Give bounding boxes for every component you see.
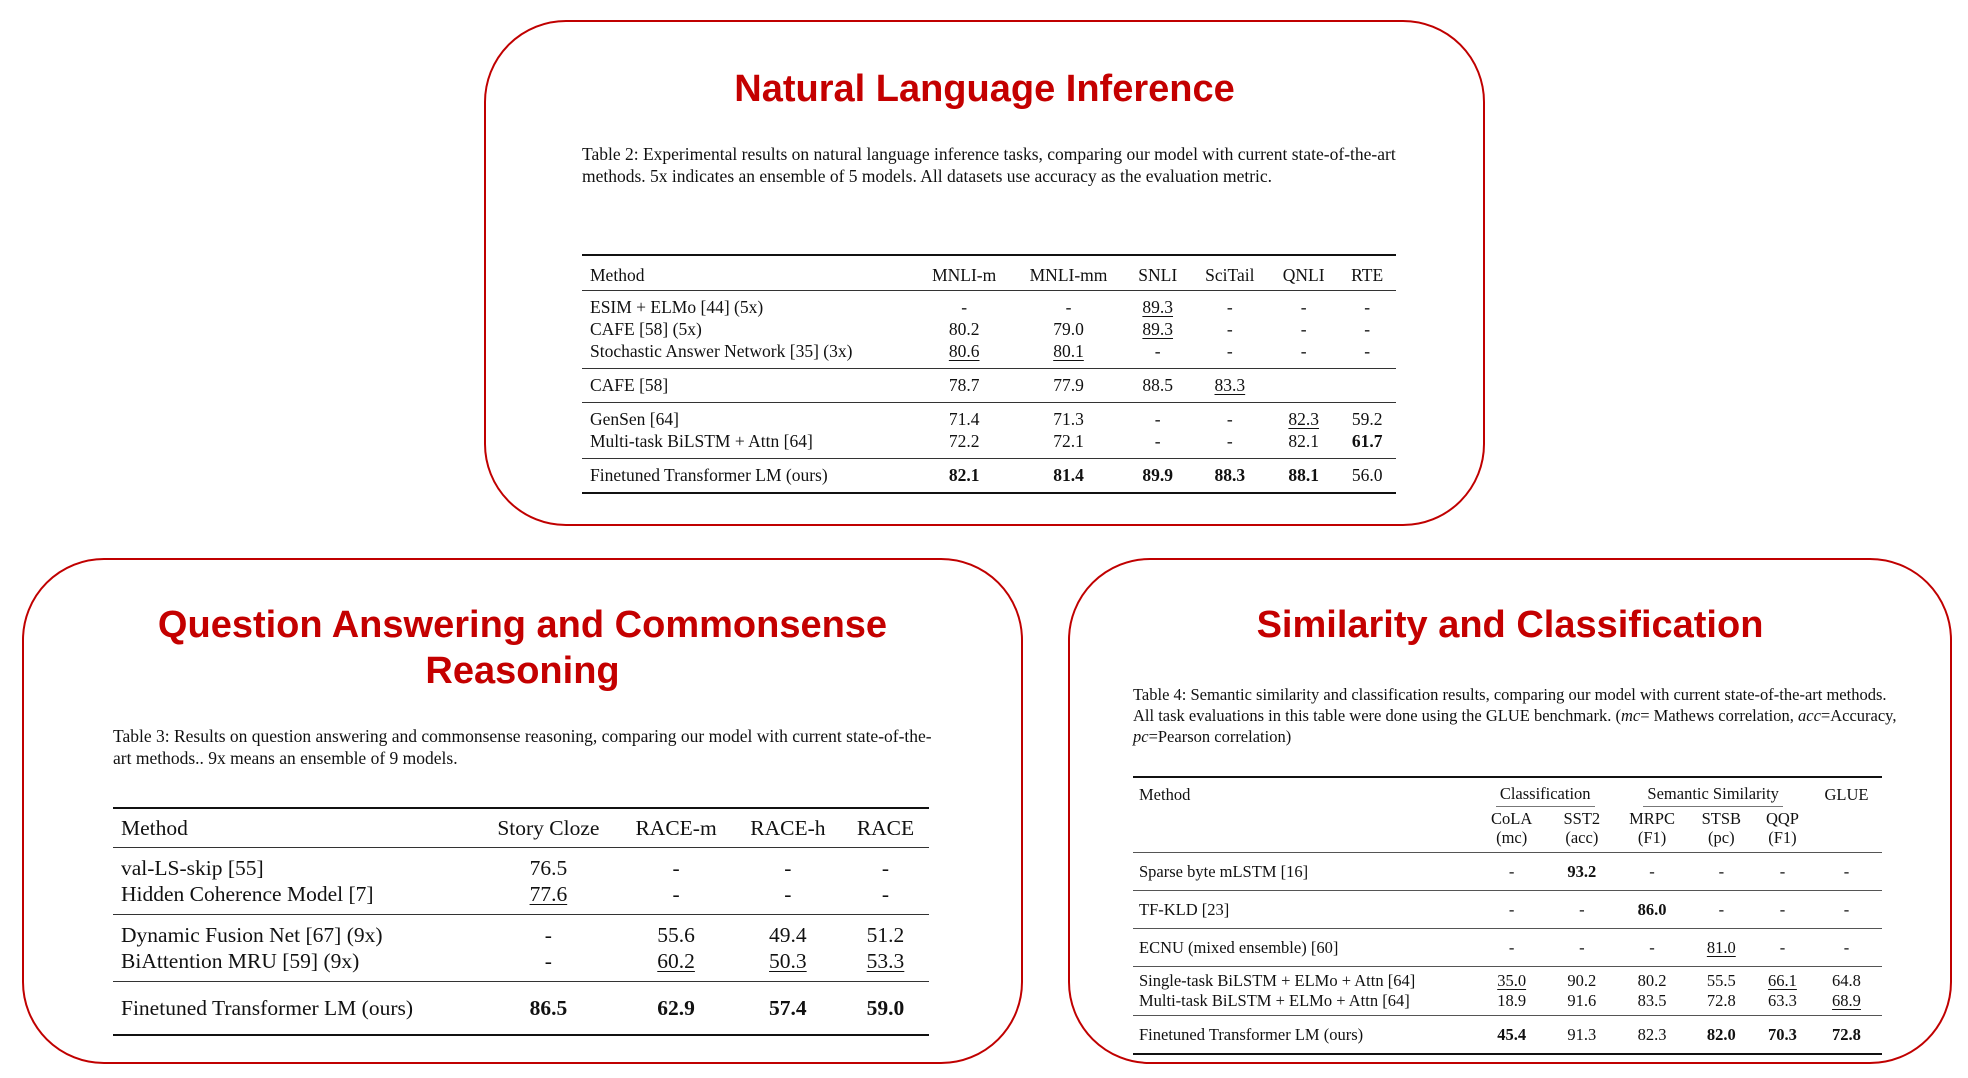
value-text: -: [881, 856, 890, 880]
value-cell: [842, 881, 929, 915]
table-subheader-metric-row: [1133, 828, 1882, 853]
similarity-panel-title: Similarity and Classification: [1256, 604, 1764, 646]
caption-text: =Pearson correlation): [1148, 727, 1292, 746]
value-text: -: [1226, 409, 1233, 429]
value-text: -: [1718, 861, 1725, 881]
value-cell: [478, 948, 618, 982]
caption-text: =Accuracy,: [1820, 706, 1897, 725]
column-header-method: Method: [1133, 777, 1475, 809]
column-header: RACE-h: [734, 808, 842, 848]
value-text: 62.9: [657, 996, 695, 1020]
value-cell: [916, 369, 1012, 403]
value-cell: [1125, 340, 1191, 369]
group-header-classification: [1475, 777, 1615, 809]
value-text: -: [1364, 341, 1371, 361]
value-cell: [478, 982, 618, 1036]
table-header-row: [113, 808, 929, 848]
method-cell: BiAttention MRU [59] (9x): [121, 949, 360, 973]
value-cell: [1754, 891, 1811, 929]
value-cell: [916, 403, 1012, 431]
value-cell: [842, 848, 929, 882]
value-cell: [478, 915, 618, 949]
value-text: 63.3: [1768, 991, 1797, 1010]
value-cell: [1012, 403, 1125, 431]
value-text: 89.9: [1142, 465, 1174, 485]
method-cell: CAFE [58]: [582, 369, 916, 403]
value-text: -: [1226, 297, 1233, 317]
value-cell: [1012, 318, 1125, 340]
value-cell: [734, 915, 842, 949]
table-group-header-row: [1133, 777, 1882, 809]
value-text: -: [1508, 861, 1515, 881]
value-cell: [1811, 891, 1882, 929]
value-text: 66.1: [1768, 971, 1797, 990]
value-text: 18.9: [1497, 991, 1527, 1010]
value-text: 57.4: [769, 996, 807, 1020]
value-text: 68.9: [1832, 991, 1861, 1010]
table-row: [1133, 991, 1882, 1016]
value-text: 71.3: [1053, 409, 1084, 429]
value-cell: [1689, 1016, 1754, 1055]
value-cell: [1125, 291, 1191, 319]
value-cell: [1012, 340, 1125, 369]
value-text: 59.2: [1351, 409, 1383, 429]
value-text: 86.0: [1637, 899, 1667, 919]
value-cell: [916, 340, 1012, 369]
value-text: 72.1: [1053, 431, 1084, 451]
value-cell: [1475, 891, 1548, 929]
value-text: -: [1649, 937, 1655, 957]
table-row: [1133, 967, 1882, 992]
value-cell: [1191, 430, 1269, 459]
value-text: 82.3: [1288, 409, 1319, 429]
value-text: -: [1649, 861, 1655, 881]
value-text: -: [1154, 431, 1161, 451]
method-cell: Multi-task BiLSTM + ELMo + Attn [64]: [1139, 991, 1410, 1010]
qa-panel-title: Question Answering and Commonsense Reasoning: [157, 604, 888, 692]
table-row: [113, 848, 929, 882]
value-text: -: [1508, 937, 1515, 957]
column-header: MRPC: [1629, 809, 1675, 828]
value-cell: [1689, 991, 1754, 1016]
value-text: 80.2: [948, 319, 980, 339]
value-text: 89.3: [1142, 297, 1174, 317]
column-header: SST2: [1563, 809, 1601, 828]
value-cell: [1191, 291, 1269, 319]
value-text: 50.3: [769, 949, 807, 973]
method-cell: Single-task BiLSTM + ELMo + Attn [64]: [1133, 967, 1475, 992]
value-cell: [1615, 1016, 1688, 1055]
value-cell: [1191, 459, 1269, 494]
method-cell: ESIM + ELMo [44] (5x): [582, 291, 916, 319]
value-text: 81.0: [1706, 937, 1736, 957]
value-text: -: [1300, 319, 1307, 339]
value-text: 35.0: [1497, 971, 1527, 990]
value-cell: [618, 948, 733, 982]
method-cell: GenSen [64]: [582, 403, 916, 431]
value-text: 82.0: [1706, 1024, 1736, 1044]
value-text: 81.4: [1053, 465, 1084, 485]
value-cell: [1475, 1016, 1548, 1055]
column-header: SNLI: [1125, 255, 1191, 291]
value-cell: [1811, 991, 1882, 1016]
method-cell: val-LS-skip [55]: [113, 848, 478, 882]
value-cell: [1548, 967, 1615, 992]
value-cell: [916, 430, 1012, 459]
value-cell: [618, 915, 733, 949]
value-text: 59.0: [866, 996, 905, 1020]
value-text: -: [1843, 861, 1850, 881]
value-text: 56.0: [1351, 465, 1383, 485]
value-cell: [1754, 929, 1811, 967]
column-header: MNLI-mm: [1012, 255, 1125, 291]
value-text: 82.1: [948, 465, 980, 485]
table-row: [582, 340, 1396, 369]
group-header-glue: GLUE: [1811, 777, 1882, 809]
value-text: 91.6: [1567, 991, 1597, 1010]
value-cell: [842, 982, 929, 1036]
value-cell: [1689, 891, 1754, 929]
value-text: 71.4: [948, 409, 980, 429]
value-text: -: [1226, 431, 1233, 451]
value-text: -: [1579, 899, 1585, 919]
caption-text: Table 4: Semantic similarity and classification results, comparing our model with current state-of-the-art methods. All task evaluations in this table were done using the GLUE benchmark. (: [1133, 685, 1887, 725]
nli-table-body: [582, 291, 1396, 494]
value-text: 49.4: [769, 923, 807, 947]
column-header: STSB: [1701, 809, 1742, 828]
similarity-table-body: [1133, 853, 1882, 1055]
value-cell: [1689, 967, 1754, 992]
value-text: 61.7: [1351, 431, 1383, 451]
value-cell: [1548, 891, 1615, 929]
value-text: -: [881, 882, 890, 906]
value-cell: [1338, 430, 1396, 459]
value-text: 51.2: [866, 923, 905, 947]
value-cell: [916, 291, 1012, 319]
value-text: -: [1154, 409, 1161, 429]
table-row: [582, 291, 1396, 319]
value-text: 89.3: [1142, 319, 1174, 339]
value-cell: [1754, 1016, 1811, 1055]
value-text: -: [1364, 297, 1371, 317]
table-row: [582, 459, 1396, 494]
value-cell: [1615, 967, 1688, 992]
table-row: [1133, 929, 1882, 967]
value-cell: [618, 881, 733, 915]
table-row: [1133, 1016, 1882, 1055]
value-cell: [1754, 967, 1811, 992]
value-cell: [1125, 369, 1191, 403]
value-text: 88.5: [1142, 375, 1174, 395]
value-text: 70.3: [1768, 1024, 1797, 1044]
value-cell: [1548, 853, 1615, 891]
method-cell: CAFE [58] (5x): [590, 319, 702, 339]
value-text: 82.3: [1637, 1024, 1667, 1044]
value-text: -: [1226, 341, 1233, 361]
value-cell: [916, 459, 1012, 494]
value-cell: [1269, 459, 1338, 494]
method-cell: Multi-task BiLSTM + Attn [64]: [590, 431, 813, 451]
method-cell: Dynamic Fusion Net [67] (9x): [113, 915, 478, 949]
value-cell: [1548, 929, 1615, 967]
value-text: -: [1154, 341, 1161, 361]
column-header: QNLI: [1269, 255, 1338, 291]
value-text: 82.1: [1288, 431, 1319, 451]
group-label: Classification: [1496, 784, 1595, 807]
value-text: -: [672, 882, 680, 906]
caption-text: = Mathews correlation,: [1640, 706, 1799, 725]
value-text: 45.4: [1497, 1024, 1527, 1044]
value-text: -: [544, 923, 552, 947]
table-row: [113, 881, 929, 915]
group-header-semantic-similarity: [1615, 777, 1811, 809]
value-text: 77.9: [1053, 375, 1084, 395]
table-row: [113, 948, 929, 982]
method-cell: Finetuned Transformer LM (ours): [113, 982, 478, 1036]
value-cell: [1338, 291, 1396, 319]
table-row: [582, 369, 1396, 403]
value-text: 80.6: [948, 341, 980, 361]
table-header-row: [582, 255, 1396, 291]
column-header: Method: [113, 808, 478, 848]
value-text: 90.2: [1567, 971, 1597, 990]
column-header: MNLI-m: [916, 255, 1012, 291]
value-cell: [1548, 1016, 1615, 1055]
value-cell: [1012, 369, 1125, 403]
column-header: CoLA: [1491, 809, 1533, 828]
value-text: 72.8: [1706, 991, 1736, 1010]
value-cell: [1338, 340, 1396, 369]
value-text: 64.8: [1832, 971, 1861, 990]
value-text: 88.1: [1288, 465, 1319, 485]
method-cell: Hidden Coherence Model [7]: [121, 882, 374, 906]
nli-panel-title: Natural Language Inference: [734, 68, 1235, 110]
column-metric: (mc): [1496, 828, 1528, 847]
table-row: [113, 915, 929, 949]
value-text: 83.3: [1214, 375, 1246, 395]
value-cell: [734, 982, 842, 1036]
value-cell: [1615, 891, 1688, 929]
value-cell: [1269, 369, 1338, 403]
value-cell: [1012, 291, 1125, 319]
value-cell: [1191, 369, 1269, 403]
value-text: -: [1843, 899, 1850, 919]
column-header: RTE: [1338, 255, 1396, 291]
value-cell: [1125, 459, 1191, 494]
value-text: -: [672, 856, 680, 880]
method-cell: ECNU (mixed ensemble) [60]: [1133, 929, 1475, 967]
value-cell: [1125, 430, 1191, 459]
method-cell: Finetuned Transformer LM (ours): [1133, 1016, 1475, 1055]
value-text: 88.3: [1214, 465, 1246, 485]
column-header: RACE-m: [618, 808, 733, 848]
caption-abbrev-mc: mc: [1621, 706, 1641, 725]
qa-table-caption: Table 3: Results on question answering and commonsense reasoning, comparing our model with current state-of-the-art methods.. 9x means an ensemble of 9 models.: [113, 726, 932, 768]
table-subheader-row: [1133, 809, 1882, 828]
value-text: 78.7: [948, 375, 980, 395]
value-text: -: [1718, 899, 1725, 919]
qa-table-body: [113, 848, 929, 1036]
value-text: -: [1300, 341, 1307, 361]
value-cell: [1754, 853, 1811, 891]
value-cell: [618, 848, 733, 882]
value-cell: [1811, 1016, 1882, 1055]
column-metric: (F1): [1637, 828, 1667, 847]
value-text: -: [961, 297, 968, 317]
value-cell: [1689, 853, 1754, 891]
method-cell: Sparse byte mLSTM [16]: [1133, 853, 1475, 891]
method-cell: Finetuned Transformer LM (ours): [582, 459, 916, 494]
value-text: -: [1300, 297, 1307, 317]
column-metric: (F1): [1768, 828, 1797, 847]
method-cell: Stochastic Answer Network [35] (3x): [590, 341, 853, 361]
value-cell: [842, 915, 929, 949]
value-text: -: [1779, 899, 1786, 919]
value-cell: [1269, 291, 1338, 319]
group-label: Semantic Similarity: [1643, 784, 1783, 807]
column-metric: (acc): [1565, 828, 1599, 847]
value-text: 91.3: [1567, 1024, 1597, 1044]
value-cell: [1269, 403, 1338, 431]
table-row: [113, 982, 929, 1036]
value-cell: [1615, 853, 1688, 891]
value-cell: [1338, 369, 1396, 403]
column-header: QQP: [1765, 809, 1799, 828]
nli-table-caption: Table 2: Experimental results on natural language inference tasks, comparing our model with current state-of-the-art methods. 5x indicates an ensemble of 5 models. All datasets use accuracy as the evaluation metric.: [582, 144, 1396, 186]
value-cell: [1615, 991, 1688, 1016]
value-text: -: [1779, 861, 1786, 881]
value-cell: [1338, 459, 1396, 494]
value-cell: [1125, 403, 1191, 431]
value-cell: [1338, 403, 1396, 431]
value-cell: [618, 982, 733, 1036]
value-text: 79.0: [1053, 319, 1084, 339]
value-text: 76.5: [529, 856, 568, 880]
column-header: SciTail: [1191, 255, 1269, 291]
value-cell: [1475, 853, 1548, 891]
similarity-table-caption: [1133, 684, 1903, 747]
value-text: 93.2: [1567, 861, 1597, 881]
value-cell: [1012, 459, 1125, 494]
value-cell: [1012, 430, 1125, 459]
caption-abbrev-pc: pc: [1133, 727, 1149, 746]
value-text: -: [1843, 937, 1850, 957]
value-cell: [1548, 991, 1615, 1016]
value-cell: [1615, 929, 1688, 967]
caption-abbrev-acc: acc: [1798, 706, 1821, 725]
value-cell: [1191, 403, 1269, 431]
value-cell: [734, 881, 842, 915]
value-cell: [1269, 340, 1338, 369]
value-cell: [734, 848, 842, 882]
value-cell: [1191, 340, 1269, 369]
value-cell: [1754, 991, 1811, 1016]
value-cell: [478, 848, 618, 882]
column-header: Story Cloze: [478, 808, 618, 848]
value-text: 80.2: [1637, 971, 1667, 990]
value-cell: [1689, 929, 1754, 967]
column-header: RACE: [842, 808, 929, 848]
value-text: -: [784, 856, 792, 880]
value-text: -: [784, 882, 792, 906]
table-row: [1133, 853, 1882, 891]
value-cell: [1475, 967, 1548, 992]
value-text: -: [1364, 319, 1371, 339]
value-text: 55.5: [1706, 971, 1736, 990]
value-text: -: [1226, 319, 1233, 339]
value-cell: [1811, 967, 1882, 992]
value-text: 80.1: [1053, 341, 1084, 361]
value-cell: [1811, 929, 1882, 967]
value-cell: [1125, 318, 1191, 340]
value-text: 53.3: [866, 949, 905, 973]
value-text: -: [1579, 937, 1585, 957]
qa-results-table: [113, 807, 929, 1036]
value-cell: [916, 318, 1012, 340]
value-text: 83.5: [1637, 991, 1667, 1010]
table-row: [582, 403, 1396, 431]
value-text: 86.5: [529, 996, 568, 1020]
value-cell: [1475, 929, 1548, 967]
method-cell: TF-KLD [23]: [1133, 891, 1475, 929]
value-cell: [1269, 318, 1338, 340]
table-row: [1133, 891, 1882, 929]
nli-results-table: [582, 254, 1396, 494]
value-text: 55.6: [657, 923, 695, 947]
table-row: [582, 430, 1396, 459]
value-cell: [734, 948, 842, 982]
value-cell: [1811, 853, 1882, 891]
column-header: Method: [582, 255, 916, 291]
value-text: -: [1065, 297, 1072, 317]
value-cell: [842, 948, 929, 982]
value-text: 72.2: [948, 431, 980, 451]
value-text: 60.2: [657, 949, 695, 973]
value-cell: [478, 881, 618, 915]
value-text: 77.6: [529, 882, 568, 906]
value-text: 72.8: [1832, 1024, 1861, 1044]
value-cell: [1338, 318, 1396, 340]
value-text: -: [1779, 937, 1786, 957]
value-text: -: [1508, 899, 1515, 919]
table-row: [582, 318, 1396, 340]
value-cell: [1269, 430, 1338, 459]
similarity-results-table: [1133, 776, 1882, 1055]
column-metric: (pc): [1708, 828, 1735, 847]
value-text: -: [544, 949, 552, 973]
value-cell: [1475, 991, 1548, 1016]
value-cell: [1191, 318, 1269, 340]
